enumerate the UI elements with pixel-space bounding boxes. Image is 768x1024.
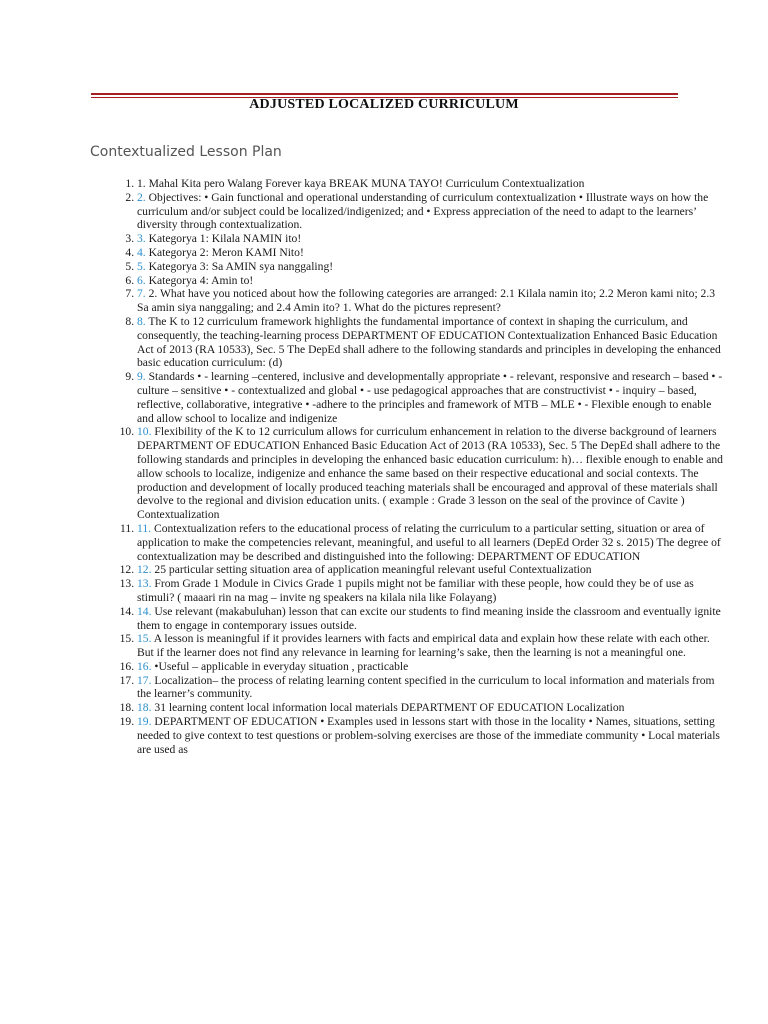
item-number: 5. <box>137 259 146 273</box>
list-item <box>137 260 725 274</box>
item-number: 18. <box>137 701 152 715</box>
list-item <box>137 577 725 605</box>
item-number: 17. <box>137 673 152 687</box>
list-item <box>137 232 725 246</box>
item-number: 8. <box>137 314 146 328</box>
item-text: Localization– the process of relating learning content specified in the curriculum to local information and materials from the learner’s community. <box>137 673 715 701</box>
item-number: 7. <box>137 287 146 301</box>
item-text: Kategorya 3: Sa AMIN sya nanggaling! <box>148 259 334 273</box>
item-number: 14. <box>137 604 152 618</box>
document-subtitle: Contextualized Lesson Plan <box>90 144 282 160</box>
item-text: Kategorya 1: Kilala NAMIN ito! <box>148 232 302 246</box>
item-number: 2. <box>137 190 146 204</box>
list-item <box>137 674 725 702</box>
item-text: DEPARTMENT OF EDUCATION • Examples used in lessons start with those in the locality • Names, situations, setting needed to give context to test questions or problem-solving exercises are those of the immediate community • Local materials are used as <box>137 715 720 756</box>
list-item <box>137 370 725 425</box>
item-text: 1. Mahal Kita pero Walang Forever kaya BREAK MUNA TAYO! Curriculum Contextualization <box>137 177 585 190</box>
item-text: 31 learning content local information local materials DEPARTMENT OF EDUCATION Localization <box>154 701 625 715</box>
list-item <box>137 274 725 288</box>
list-item <box>137 287 725 315</box>
list-item <box>137 660 725 674</box>
item-text: 25 particular setting situation area of application meaningful relevant useful Contextualization <box>154 563 592 577</box>
item-number: 15. <box>137 632 152 646</box>
list-item <box>137 605 725 633</box>
item-text: Kategorya 4: Amin to! <box>148 273 254 287</box>
item-text: Standards • - learning –centered, inclusive and developmentally appropriate • - relevant, responsive and research – based • - culture – sensitive • - contextualized and global • - use pedagogical approaches that are constructivist • - inquiry – based, reflective, collaborative, integrative • -adhere to the principles and framework of MTB – MLE • - Flexible enough to enable and allow school to localize and indigenize <box>137 370 723 425</box>
list-item <box>137 563 725 577</box>
item-number: 13. <box>137 577 152 591</box>
item-text: A lesson is meaningful if it provides learners with facts and empirical data and explain how these relate with each other. But if the learner does not find any relevance in learning for learning’s sake, then the learning is not a meaningful one. <box>137 632 710 660</box>
item-number: 4. <box>137 245 146 259</box>
list-item <box>137 522 725 563</box>
item-number: 16. <box>137 659 152 673</box>
list-item <box>137 191 725 232</box>
slide-text-list <box>92 177 725 756</box>
item-number: 19. <box>137 715 152 729</box>
item-text: From Grade 1 Module in Civics Grade 1 pupils might not be familiar with these people, how could they be of use as stimuli? ( maaari rin na mag – invite ng speakers na kilala nila like Folayang) <box>137 577 694 604</box>
item-text: Use relevant (makabuluhan) lesson that can excite our students to find meaning inside the classroom and eventually ignite them to engage in contemporary issues outside. <box>137 604 721 632</box>
item-text: The K to 12 curriculum framework highlights the fundamental importance of context in shaping the curriculum, and consequently, the teaching-learning process DEPARTMENT OF EDUCATION Contextualization Enhanced Basic Education Act of 2013 (RA 10533), Sec. 5 The DepEd shall adhere to the following standards and principles in developing the enhanced basic education curriculum: (d) <box>137 314 721 370</box>
item-text: Kategorya 2: Meron KAMI Nito! <box>148 245 304 259</box>
document-title: ADJUSTED LOCALIZED CURRICULUM <box>249 97 519 112</box>
item-number: 10. <box>137 425 152 439</box>
item-text: Flexibility of the K to 12 curriculum allows for curriculum enhancement in relation to the diverse background of learners DEPARTMENT OF EDUCATION Enhanced Basic Education Act of 2013 (RA 10533), Sec. 5 The DepEd shall adhere to the following standards and principles in developing the enhanced basic education curriculum: h)… flexible enough to enable and allow schools to localize, indigenize and enhance the same based on their respective educational and social contexts. The production and development of locally produced teaching materials shall be encouraged and approval of these materials shall devolve to the regional and division education units. ( example : Grade 3 lesson on the seal of the province of Cavite ) Contextualization <box>137 425 723 522</box>
item-text: 2. What have you noticed about how the following categories are arranged: 2.1 Kilala namin ito; 2.2 Meron kami nito; 2.3 Sa amin siya nanggaling; and 2.4 Amin ito? 1. What do the pictures represent? <box>137 287 716 315</box>
list-item <box>137 315 725 370</box>
item-text: •Useful – applicable in everyday situation , practicable <box>154 659 409 673</box>
list-item <box>137 701 725 715</box>
item-text: Contextualization refers to the educational process of relating the curriculum to a particular setting, situation or area of application to make the competencies relevant, meaningful, and useful to all learners (DepEd Order 32 s. 2015) The degree of contextualization may be described and distinguished into the following: DEPARTMENT OF EDUCATION <box>137 521 721 563</box>
item-number: 11. <box>137 521 152 535</box>
item-number: 12. <box>137 563 152 577</box>
list-item <box>137 715 725 756</box>
item-number: 9. <box>137 370 146 384</box>
item-number: 3. <box>137 232 146 246</box>
title-rule-top <box>91 93 678 95</box>
item-number: 6. <box>137 273 146 287</box>
list-item <box>137 246 725 260</box>
list-item <box>137 177 725 191</box>
list-item <box>137 632 725 660</box>
item-text: Objectives: • Gain functional and operational understanding of curriculum contextualization • Illustrate ways on how the curriculum and/or subject could be localized/indigenized; and • Express appreciation of the need to adapt to the learners’ diversity through contextualization. <box>137 190 709 232</box>
list-item <box>137 425 725 522</box>
